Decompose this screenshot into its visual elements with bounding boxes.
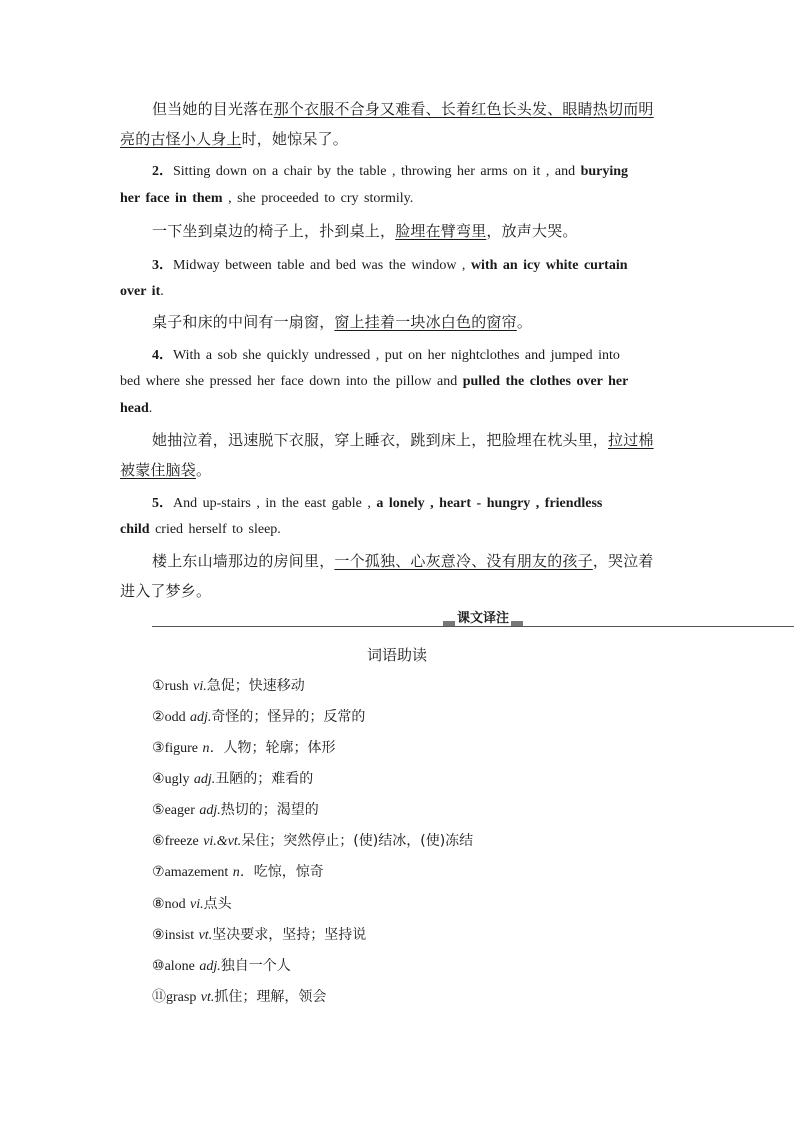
translation-5-line-2: [120, 580, 211, 601]
vocab-item: [152, 861, 324, 881]
vocab-item: [152, 830, 473, 850]
sentence-2-line-1: [152, 160, 628, 180]
vocab-pos: vi.&vt.: [203, 834, 242, 849]
vocab-number: ③: [152, 740, 165, 756]
underlined-text-run: 脸埋在臂弯里: [395, 222, 487, 240]
vocab-word: nod: [164, 897, 186, 912]
paragraph-1-line-1: [152, 98, 654, 119]
translation-5-line-1: [152, 550, 654, 571]
sentence-4-line-2: [120, 374, 628, 390]
vocab-definition: 独自一个人: [220, 958, 291, 974]
vocab-pos: vi.: [193, 679, 207, 694]
bold-text-run: burying: [580, 164, 629, 179]
vocab-number: ④: [152, 771, 165, 787]
sentence-3-line-2: [120, 284, 164, 300]
bold-text-run: over it: [120, 284, 161, 299]
text-run: , she proceeded to cry stormily.: [222, 191, 414, 206]
vocab-definition: 吃惊，惊奇: [253, 864, 324, 880]
vocab-number: ②: [152, 709, 165, 725]
vocab-pos: vi.: [190, 897, 204, 912]
vocab-number: ⑥: [152, 833, 165, 849]
vocab-definition: 丑陋的；难看的: [215, 771, 314, 787]
underlined-text-run: 拉过棉: [608, 431, 654, 449]
sentence-number: 4．: [152, 348, 173, 363]
bold-text-run: pulled the clothes over her: [462, 374, 629, 389]
vocab-pos: vt.: [200, 990, 215, 1005]
vocab-definition: 抓住；理解，领会: [214, 989, 327, 1005]
bold-text-run: her face in them: [120, 191, 223, 206]
vocab-item: [152, 893, 232, 913]
underlined-text-run: 那个衣服不合身又难看、长着红色长头发、眼睛热切而明: [273, 100, 654, 118]
sentence-5-line-2: [120, 522, 281, 538]
text-run: .: [148, 401, 153, 416]
text-run: Midway between table and bed was the window ,: [173, 258, 471, 273]
bold-text-run: with an icy white curtain: [470, 258, 628, 273]
vocab-number: ①: [152, 678, 165, 694]
text-run: bed where she pressed her face down into the pillow and: [120, 374, 463, 389]
vocab-item: [152, 986, 326, 1006]
vocab-definition: 呆住；突然停止；(使)结冰，(使)冻结: [241, 833, 474, 849]
vocab-pos: adj.: [190, 710, 212, 725]
vocab-definition: 坚决要求，坚持；坚持说: [212, 927, 367, 943]
text-run: Sitting down on a chair by the table , throwing her arms on it , and: [173, 164, 581, 179]
vocab-definition: 奇怪的；怪异的；反常的: [211, 709, 366, 725]
vocab-word: alone: [164, 959, 195, 974]
vocab-word: insist: [164, 928, 195, 943]
underlined-text-run: 窗上挂着一块冰白色的窗帘: [334, 313, 517, 331]
text-run: ，哭泣着: [592, 552, 654, 570]
bold-text-run: head: [120, 401, 149, 416]
vocab-number: ⑪: [152, 989, 166, 1005]
vocab-item: [152, 706, 365, 726]
underlined-text-run: 被蒙住脑袋: [120, 461, 197, 479]
underlined-text-run: 一个孤独、心灰意冷、没有朋友的孩子: [334, 552, 593, 570]
vocab-definition: 热切的；渴望的: [220, 802, 319, 818]
bold-text-run: a lonely , heart - hungry , friendless: [376, 496, 603, 511]
underlined-text-run: 亮的古怪小人身上: [120, 130, 242, 148]
vocab-number: ⑦: [152, 864, 165, 880]
text-run: 她抽泣着，迅速脱下衣服，穿上睡衣，跳到床上，把脸埋在枕头里，: [152, 431, 609, 449]
vocab-word: freeze: [164, 834, 199, 849]
text-run: .: [160, 284, 164, 299]
vocab-word: ugly: [164, 772, 190, 787]
section-divider: [152, 626, 794, 627]
vocab-pos: adj.: [199, 959, 221, 974]
vocab-item: [152, 924, 366, 944]
text-run: And up-stairs , in the east gable ,: [173, 496, 377, 511]
vocab-item: [152, 799, 319, 819]
text-run: ，放声大哭。: [486, 222, 578, 240]
sentence-4-line-1: [152, 344, 620, 364]
text-run: 。: [516, 313, 533, 331]
section-tag: [443, 612, 523, 626]
text-run: 进入了梦乡。: [120, 582, 212, 600]
sentence-4-line-3: [120, 401, 152, 417]
text-run: 但当她的目光落在: [152, 100, 274, 118]
vocab-definition: 人物；轮廓；体形: [223, 740, 336, 756]
vocab-pos: vt.: [198, 928, 213, 943]
translation-3-line-1: [152, 311, 532, 332]
vocab-definition: 急促；快速移动: [206, 678, 305, 694]
translation-4-line-1: [152, 429, 654, 450]
text-run: 桌子和床的中间有一扇窗，: [152, 313, 335, 331]
vocab-item: [152, 768, 313, 788]
paragraph-1-line-2: [120, 128, 348, 149]
sentence-2-line-2: [120, 191, 413, 207]
vocab-pos: adj.: [193, 772, 216, 787]
sentence-5-line-1: [152, 492, 602, 512]
sentence-number: 3．: [152, 258, 173, 273]
vocab-pos: n．: [202, 741, 224, 756]
vocab-word: amazement: [164, 865, 229, 880]
vocab-definition: 点头: [203, 896, 232, 912]
sentence-number: 5．: [152, 496, 173, 511]
text-run: 时，她惊呆了。: [241, 130, 349, 148]
bold-text-run: child: [120, 522, 150, 537]
text-run: 楼上东山墙那边的房间里，: [152, 552, 335, 570]
vocab-pos: adj.: [199, 803, 221, 818]
text-run: cried herself to sleep.: [149, 522, 281, 537]
section-tag-label: 课文译注: [456, 611, 509, 626]
sentence-3-line-1: [152, 254, 628, 274]
text-run: With a sob she quickly undressed , put on her nightclothes and jumped into: [173, 348, 620, 363]
vocab-word: rush: [164, 679, 189, 694]
vocab-word: odd: [164, 710, 186, 725]
subheading: 词语助读: [366, 646, 427, 664]
vocab-number: ⑨: [152, 927, 165, 943]
vocab-word: grasp: [166, 990, 197, 1005]
translation-2-line-1: [152, 220, 578, 241]
sentence-number: 2．: [152, 164, 173, 179]
vocab-word: eager: [164, 803, 195, 818]
text-run: 。: [196, 461, 212, 479]
vocab-item: [152, 737, 335, 757]
vocab-number: ⑧: [152, 896, 165, 912]
text-run: 一下坐到桌边的椅子上，扑到桌上，: [152, 222, 396, 240]
vocab-item: [152, 675, 305, 695]
vocab-word: figure: [164, 741, 198, 756]
translation-4-line-2: [120, 459, 211, 480]
vocab-item: [152, 955, 291, 975]
vocab-number: ⑩: [152, 958, 165, 974]
vocab-number: ⑤: [152, 802, 165, 818]
vocab-pos: n．: [232, 865, 254, 880]
